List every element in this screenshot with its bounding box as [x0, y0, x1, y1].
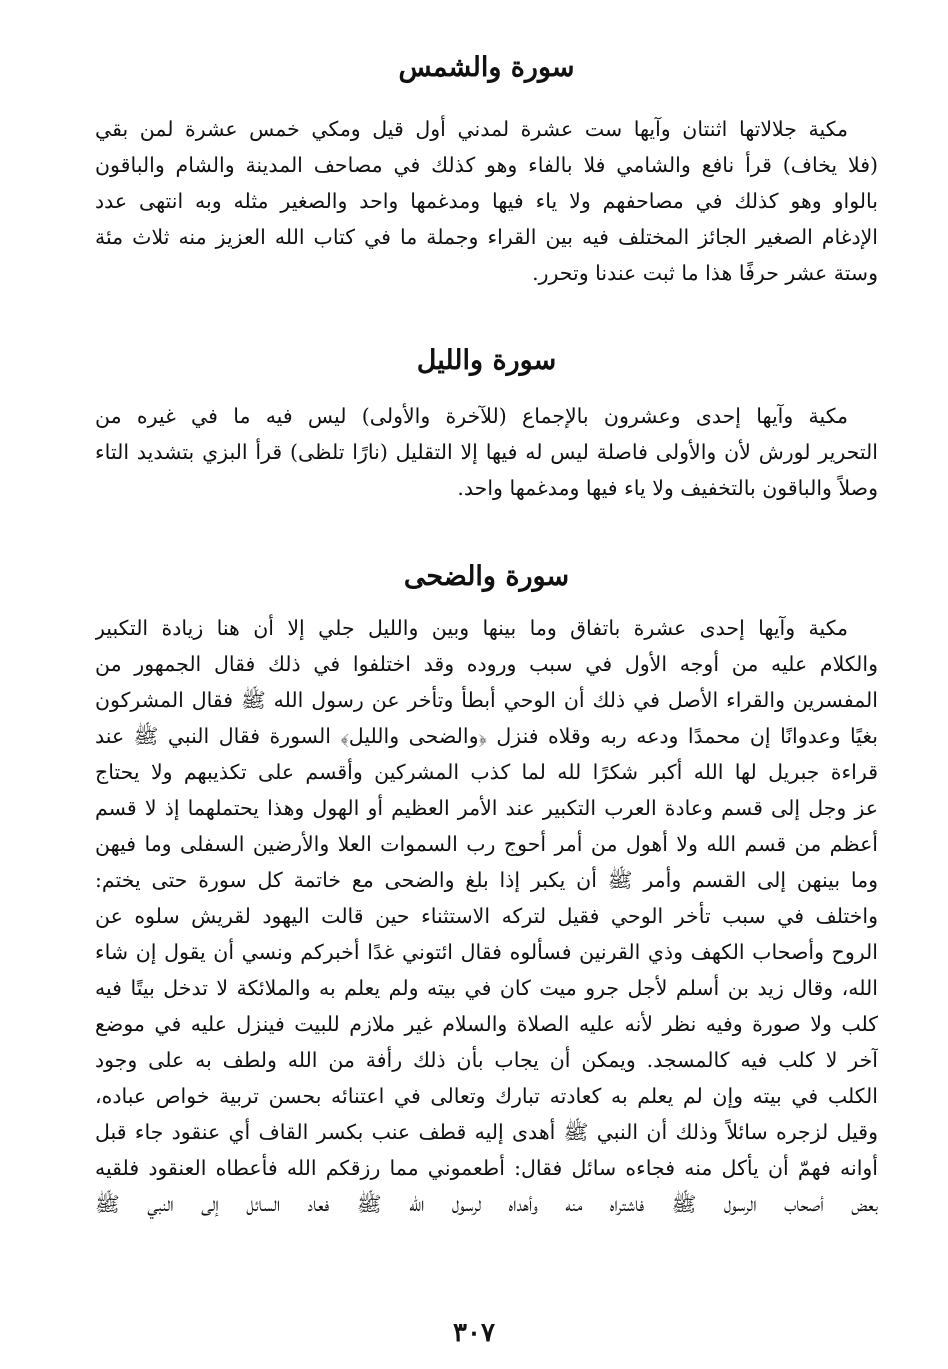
paragraph-line: وما بينهن إلى القسم وأمر ﷺ أن يكبر إذا بلغ والضحى مع خاتمة كل سورة حتى يختم:	[95, 868, 878, 892]
paragraph-line: الكلب في بيته وإن لم يعلم به كعادته تبارك وتعالى في اعتنائه بحسن تربية خواص عباده،	[95, 1084, 878, 1108]
paragraph-line: والكلام عليه من أوجه الأول في سبب وروده وقد اختلفوا في ذلك فقال الجمهور من	[95, 652, 878, 676]
paragraph-line: بالواو وهو كذلك في مصاحفهم ولا ياء فيها ومدغمها واحد والصغير مثله وبه انتهى عدد	[95, 189, 878, 213]
paragraph-line: الروح وأصحاب الكهف وذي القرنين فسألوه فقال ائتوني غدًا أخبركم ونسي أن يقول إن شاء	[95, 940, 878, 964]
section-ash-shams	[95, 48, 878, 291]
paragraph-line: وقيل لزجره سائلاً وذلك أن النبي ﷺ أهدى إليه قطف عنب بكسر القاف أي عنقود جاء قبل	[95, 1120, 878, 1144]
section-heading: سورة والليل	[416, 345, 557, 376]
paragraph-line: آخر لا كلب فيه كالمسجد. ويمكن أن يجاب بأن ذلك رأفة من الله ولطف به على وجود	[95, 1048, 878, 1072]
paragraph-line: أوانه فهمّ أن يأكل منه فجاءه سائل فقال: أطعموني مما رزقكم الله فأعطاه العنقود فلقيه	[95, 1156, 878, 1180]
paragraph-line: الإدغام الصغير الجائز المختلف فيه بين القراء وجملة ما في كتاب الله العزيز منه ثلاث مئة	[95, 225, 878, 249]
paragraph-line: أعظم من قسم الله ولا أهول من أمر أحوج رب السموات العلا والأرضين السفلى وما فيهن	[95, 832, 878, 856]
paragraph-line: بعض أصحاب الرسول ﷺ فاشتراه منه وأهداه لرسول الله ﷺ فعاد السائل إلى النبي ﷺ	[95, 1192, 878, 1216]
paragraph-line: وصلاً والباقون بالتخفيف ولا ياء فيها ومدغمها واحد.	[457, 476, 878, 500]
paragraph-line: مكية وآيها إحدى عشرة باتفاق وما بينها وبين والليل جلي إلا أن هنا زيادة التكبير	[95, 616, 848, 640]
page-number: ٣٠٧	[453, 1318, 495, 1348]
paragraph-line: وستة عشر حرفًا هذا ما ثبت عندنا وتحرر.	[532, 261, 878, 285]
paragraph-line: التحرير لورش لأن والأولى فاصلة ليس له فيها إلا التقليل (نارًا تلظى) قرأ البزي بتشديد التاء	[95, 440, 878, 464]
paragraph-line: عز وجل إلى قسم وعادة العرب التكبير عند الأمر العظيم أو الهول وهذا يحتملهما إذ لا قسم	[95, 796, 878, 820]
paragraph-line: بغيًا وعدوانًا إن محمدًا ودعه ربه وقلاه فنزل ﴿والضحى والليل﴾ السورة فقال النبي ﷺ عند	[95, 724, 878, 748]
paragraph-line: الله، وقال زيد بن أسلم لأجل جرو ميت كان في بيته ولم يعلم به والملائكة لا تدخل بيتًا فيه	[95, 976, 878, 1000]
paragraph-line: (فلا يخاف) قرأ نافع والشامي فلا بالفاء وهو كذلك في مصاحف المدينة والشام والباقون	[95, 153, 878, 177]
paragraph-line: المفسرين والقراء الأصل في ذلك أن الوحي أبطأ وتأخر عن رسول الله ﷺ فقال المشركون	[95, 688, 878, 712]
section-heading: سورة والشمس	[398, 52, 575, 83]
section-al-layl	[95, 341, 878, 506]
paragraph-line: واختلف في سبب تأخر الوحي فقيل لتركه الاستثناء حين قالت اليهود لقريش سلوه عن	[95, 904, 878, 928]
paragraph-line: مكية وآيها إحدى وعشرون بالإجماع (للآخرة والأولى) ليس فيه ما في غيره من	[95, 404, 848, 428]
section-ad-duha	[95, 557, 878, 1222]
paragraph-line: كلب ولا صورة وفيه نظر لأنه عليه الصلاة والسلام غير ملازم للبيت فينزل عليه في موضع	[95, 1012, 878, 1036]
paragraph-line: مكية جلالاتها اثنتان وآيها ست عشرة لمدني أول قيل ومكي خمس عشرة لمن بقي	[95, 117, 848, 141]
section-heading: سورة والضحى	[403, 561, 570, 592]
paragraph-line: قراءة جبريل لها الله أكبر شكرًا لله لما كذب المشركين وأقسم على تكذيبهم ولا يحتاج	[95, 760, 878, 784]
